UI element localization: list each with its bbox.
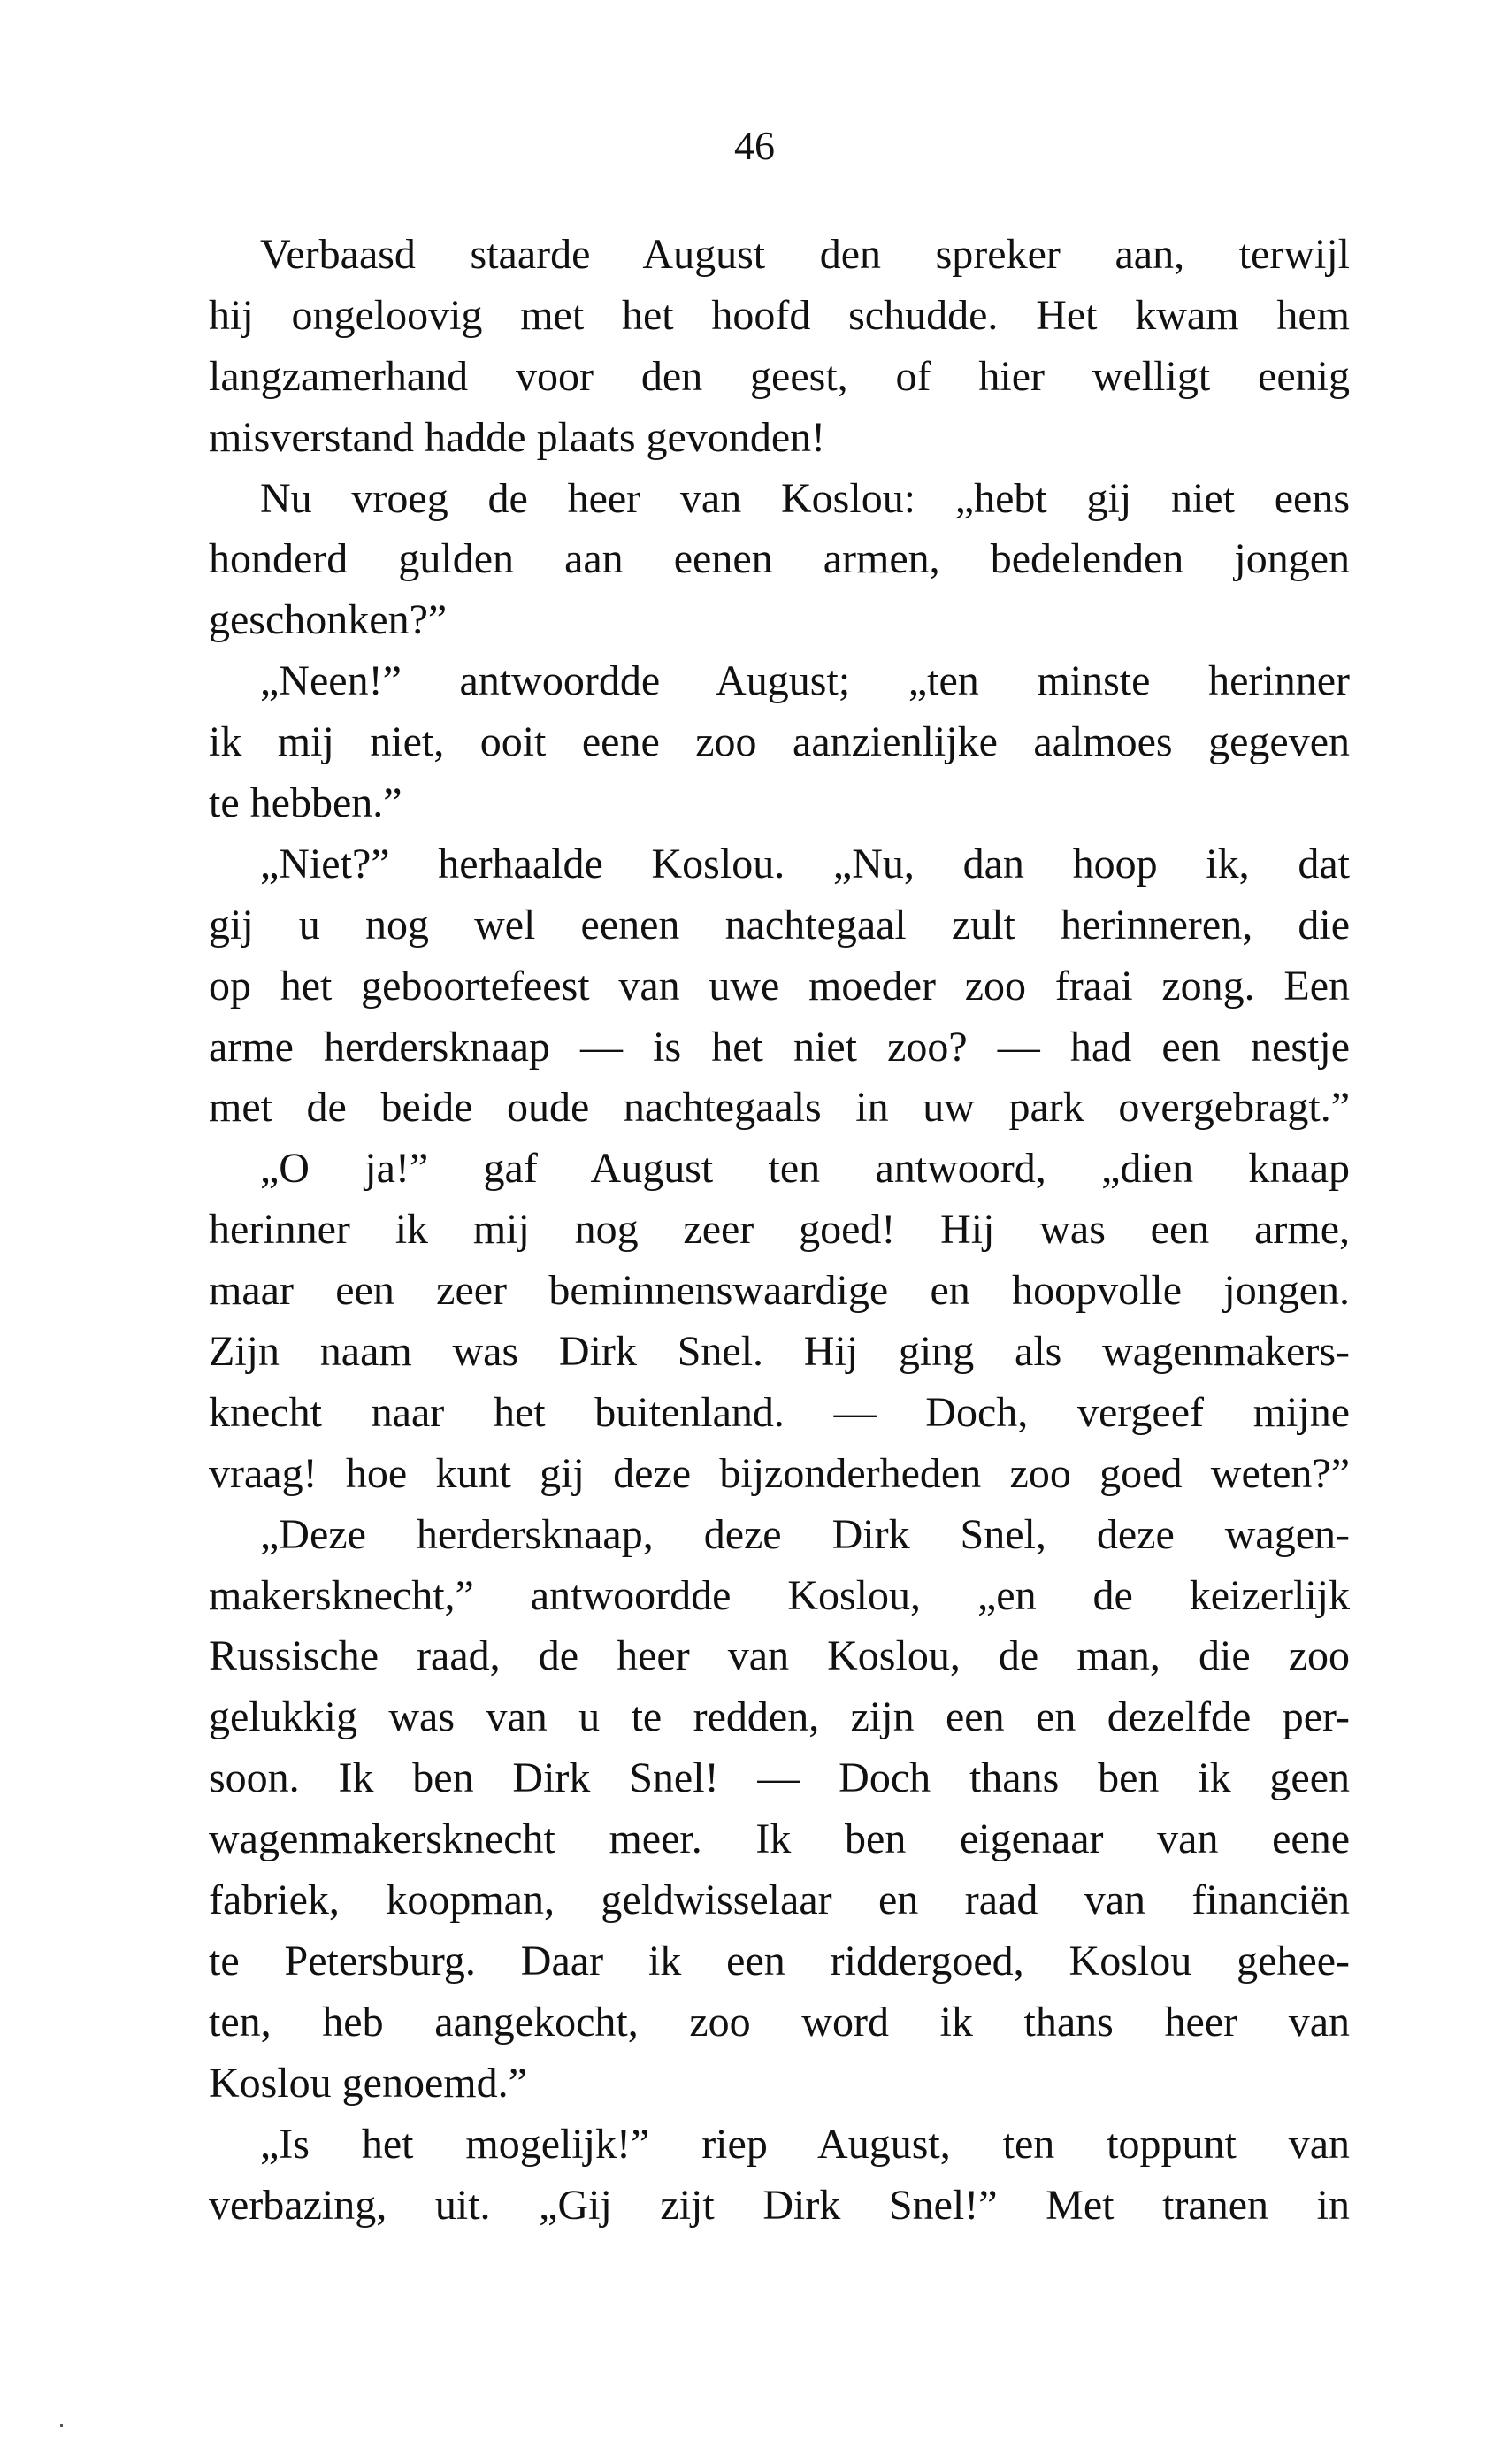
text-line: gij u nog wel eenen nachtegaal zult herinneren, die bbox=[209, 901, 1350, 948]
text-line: wagenmakersknecht meer. Ik ben eigenaar van eene bbox=[209, 1815, 1350, 1863]
text-line: „O ja!” gaf August ten antwoord, „dien knaap bbox=[260, 1145, 1350, 1193]
text-line: soon. Ik ben Dirk Snel! — Doch thans ben ik geen bbox=[209, 1754, 1350, 1802]
text-line: ik mij niet, ooit eene zoo aanzienlijke aalmoes gegeven bbox=[209, 718, 1350, 766]
text-line: hij ongeloovig met het hoofd schudde. Het kwam hem bbox=[209, 291, 1350, 339]
text-line: „Niet?” herhaalde Koslou. „Nu, dan hoop ik, dat bbox=[260, 840, 1350, 887]
text-line: met de beide oude nachtegaals in uw park overgebragt.” bbox=[209, 1084, 1350, 1132]
text-line: Russische raad, de heer van Koslou, de man, die zoo bbox=[209, 1632, 1350, 1680]
text-line: herinner ik mij nog zeer goed! Hij was een arme, bbox=[209, 1206, 1350, 1254]
page-number: 46 bbox=[734, 123, 775, 168]
text-line: Verbaasd staarde August den spreker aan, terwijl bbox=[260, 231, 1350, 278]
text-line: Koslou genoemd.” bbox=[209, 2059, 527, 2107]
text-line: misverstand hadde plaats gevonden! bbox=[209, 413, 826, 461]
text-line: arme herdersknaap — is het niet zoo? — had een nestje bbox=[209, 1023, 1350, 1071]
text-line: „Neen!” antwoordde August; „ten minste herinner bbox=[260, 657, 1350, 705]
text-line: vraag! hoe kunt gij deze bijzonderheden zoo goed weten?” bbox=[209, 1449, 1350, 1497]
text-line: makersknecht,” antwoordde Koslou, „en de keizerlijk bbox=[209, 1571, 1350, 1619]
text-line: te hebben.” bbox=[209, 779, 402, 827]
text-line: geschonken?” bbox=[209, 596, 448, 644]
text-line: maar een zeer beminnenswaardige en hoopvolle jongen. bbox=[209, 1267, 1350, 1315]
text-line: „Deze herdersknaap, deze Dirk Snel, deze wagen- bbox=[260, 1510, 1350, 1558]
text-line: langzamerhand voor den geest, of hier welligt eenig bbox=[209, 352, 1350, 400]
text-line: op het geboortefeest van uwe moeder zoo fraai zong. Een bbox=[209, 962, 1350, 1009]
text-line: Zijn naam was Dirk Snel. Hij ging als wagenmakers- bbox=[209, 1328, 1350, 1376]
text-line: honderd gulden aan eenen armen, bedelenden jongen bbox=[209, 535, 1350, 583]
text-line: knecht naar het buitenland. — Doch, vergeef mijne bbox=[209, 1388, 1350, 1436]
body-text bbox=[209, 225, 1350, 2236]
text-line: verbazing, uit. „Gij zijt Dirk Snel!” Met tranen in bbox=[209, 2181, 1350, 2229]
text-line: ten, heb aangekocht, zoo word ik thans heer van bbox=[209, 1998, 1350, 2046]
scan-speck bbox=[60, 2424, 63, 2427]
text-line: fabriek, koopman, geldwisselaar en raad van financiën bbox=[209, 1877, 1350, 1924]
text-line: Nu vroeg de heer van Koslou: „hebt gij niet eens bbox=[260, 474, 1350, 522]
text-line: te Petersburg. Daar ik een riddergoed, Koslou gehee- bbox=[209, 1937, 1350, 1984]
text-line: gelukkig was van u te redden, zijn een en dezelfde per- bbox=[209, 1693, 1350, 1741]
text-line: „Is het mogelijk!” riep August, ten toppunt van bbox=[260, 2120, 1350, 2168]
